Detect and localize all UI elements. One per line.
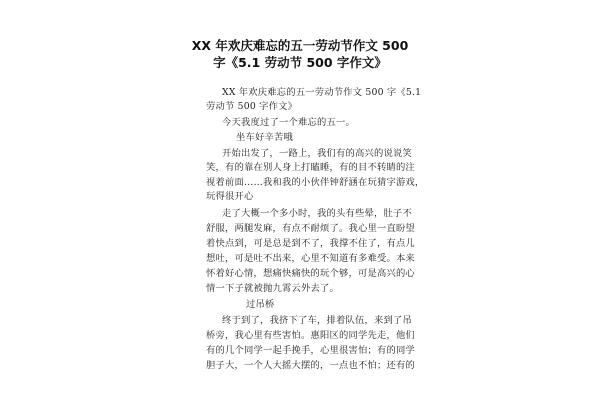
section-heading: 过吊桥 — [246, 299, 275, 310]
paragraph-line: 着快点到，可是总是到不了，我撑不住了，有点儿 — [206, 238, 415, 249]
paragraph-line: 今天我度过了一个难忘的五一。 — [222, 117, 355, 128]
paragraph-line: 笑，有的靠在别人身上打瞌睡，有的目不转睛的注 — [206, 162, 415, 173]
paragraph-line: 怀着好心情，想痛快痛快的玩个够，可是高兴的心 — [206, 268, 415, 279]
paragraph-line: 桥旁，我心里有些害怕。惠阳区的同学先走，他们 — [206, 330, 415, 341]
paragraph-line: 开始出发了，一路上，我们有的高兴的说说笑 — [222, 148, 412, 159]
paragraph-line: 走了大概一个多小时，我的头有些晕，肚子不 — [222, 208, 412, 219]
document-title-line-2: 字《5.1 劳动节 500 字作文》 — [213, 55, 387, 70]
paragraph-line: 视着前面……我和我的小伙伴钟舒涵在玩猜字游戏， — [206, 177, 425, 188]
paragraph-line: 胆子大，一个人大摇大摆的，一点也不怕；还有的 — [206, 360, 415, 371]
document-title-line-1: XX 年欢庆难忘的五一劳动节作文 500 — [191, 38, 409, 53]
section-heading: 坐车好辛苦哦 — [236, 132, 293, 143]
paragraph-line: 终于到了，我挤下了车，排着队伍，来到了吊 — [222, 315, 412, 326]
paragraph-line: 想吐，可是吐不出来，心里不知道有多难受。本来 — [206, 253, 415, 264]
paragraph-line: 舒服，两腿发麻，有点不耐烦了。我心里一直盼望 — [206, 223, 415, 234]
paragraph-line: 有的几个同学一起手挽手，心里很害怕；有的同学 — [206, 345, 415, 356]
paragraph-line: 玩得很开心 — [206, 191, 254, 202]
paragraph-line: XX 年欢庆难忘的五一劳动节作文 500 字《5.1 — [222, 87, 422, 98]
paragraph-line: 劳动节 500 字作文》 — [206, 101, 298, 112]
paragraph-line: 情一下子就被抛九霄云外去了。 — [206, 283, 339, 294]
